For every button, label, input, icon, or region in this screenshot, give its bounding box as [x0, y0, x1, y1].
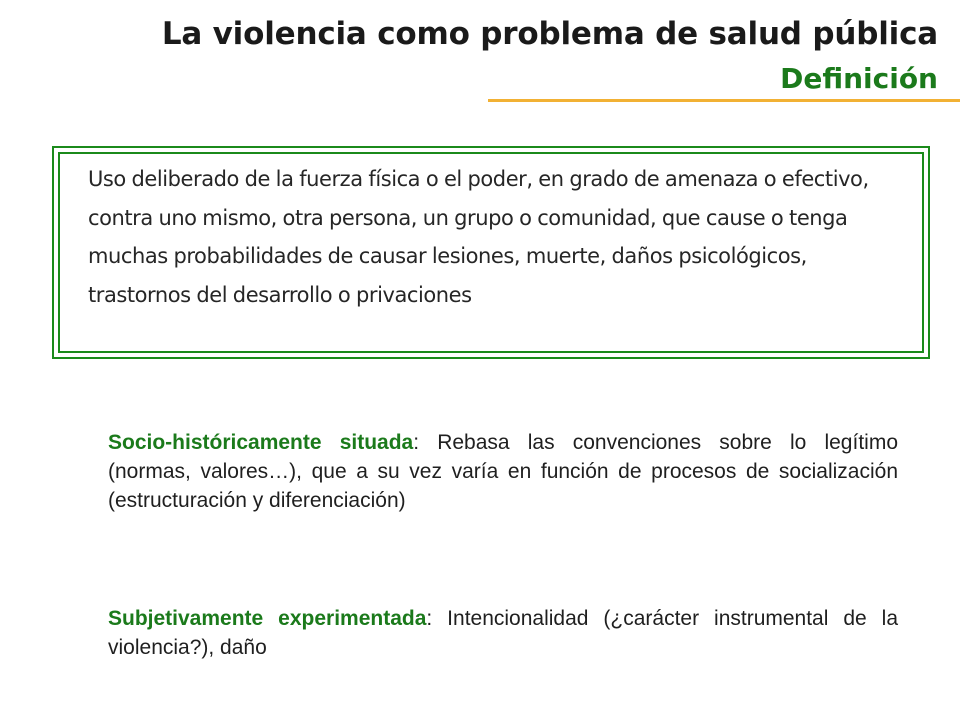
point-separator: : — [426, 607, 433, 630]
point-separator: : — [413, 431, 420, 454]
slide-title: La violencia como problema de salud pública — [161, 16, 938, 52]
point-term: Subjetivamente experimentada — [108, 607, 427, 630]
title-underline — [488, 99, 960, 102]
point-text: Rebasa las convenciones sobre lo legítimo (normas, valores…), que a su vez varía en función de procesos de socialización (estructuración y diferenciación) — [108, 431, 898, 512]
point-socio-historical — [108, 428, 898, 515]
slide-subtitle: Definición — [780, 62, 938, 95]
point-subjective — [108, 604, 898, 662]
definition-box — [52, 146, 930, 359]
point-term: Socio-históricamente situada — [108, 431, 414, 454]
point-text: Intencionalidad (¿carácter instrumental de la violencia?), daño — [108, 607, 898, 659]
definition-text: Uso deliberado de la fuerza física o el poder, en grado de amenaza o efectivo, contra uno mismo, otra persona, un grupo o comunidad, que cause o tenga muchas probabilidades de causar lesiones, muerte, daños psicológicos, trastornos del desarrollo o privaciones — [88, 167, 869, 307]
definition-box-inner-border — [58, 152, 924, 353]
